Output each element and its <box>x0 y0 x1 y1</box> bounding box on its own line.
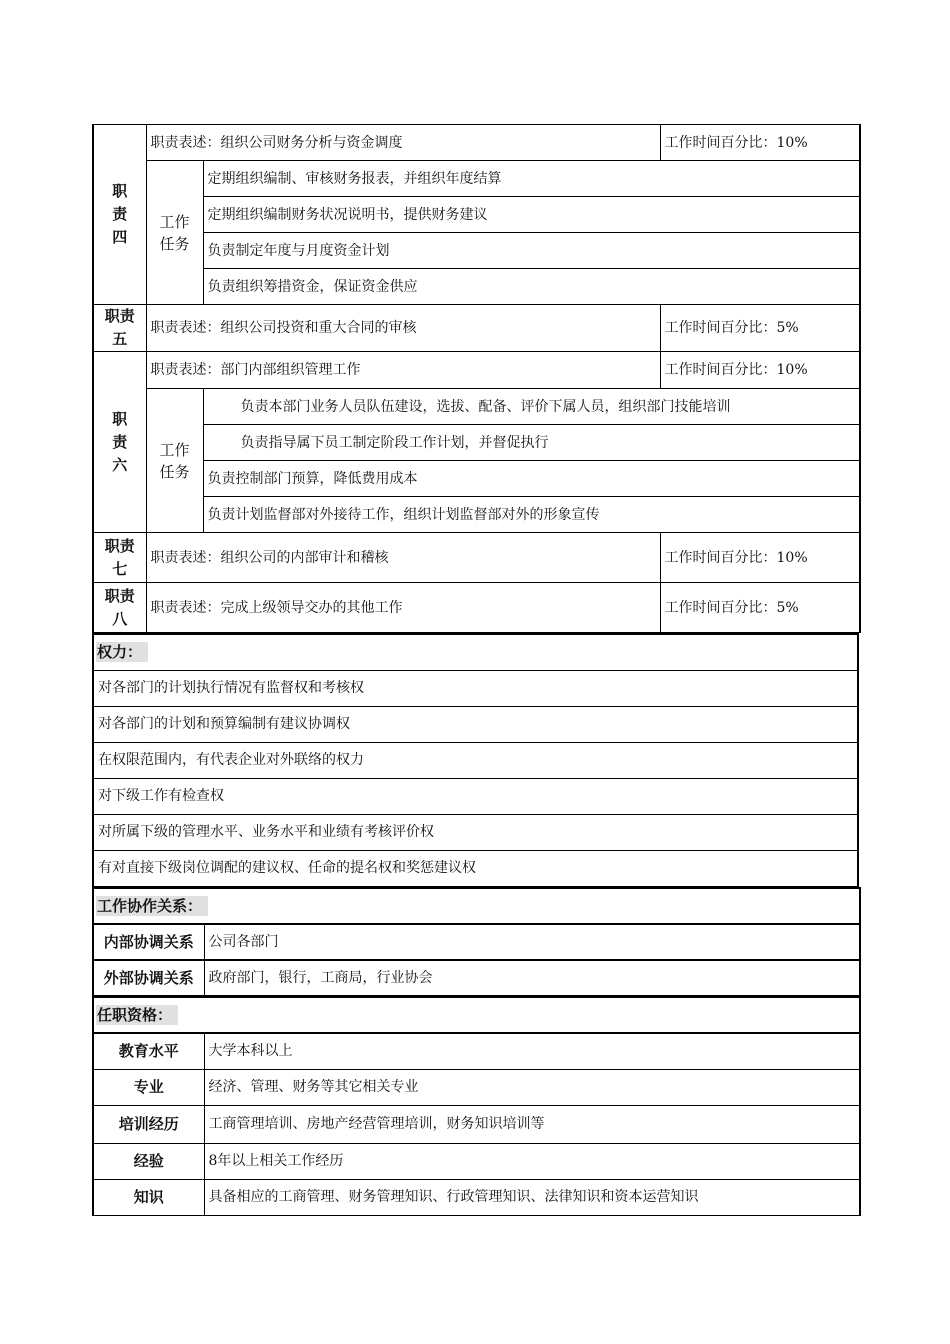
duty-4-task-label: 工作 任务 <box>146 161 203 305</box>
task-row <box>93 161 860 197</box>
duty-5-row <box>93 305 860 352</box>
task-row <box>93 425 860 461</box>
qualification-header-row <box>93 997 860 1033</box>
duty-6-task-4: 负责计划监督部对外接待工作，组织计划监督部对外的形象宣传 <box>203 497 860 533</box>
duty-8-statement: 职责表述：完成上级领导交办的其他工作 <box>146 583 660 633</box>
authority-item-3: 在权限范围内，有代表企业对外联络的权力 <box>93 742 858 778</box>
job-description-document <box>92 124 859 1216</box>
duty-6-time: 工作时间百分比：10% <box>660 352 860 389</box>
cooperation-row <box>93 924 860 960</box>
external-relation-value: 政府部门，银行，工商局，行业协会 <box>204 960 860 996</box>
qualification-section-title: 任职资格： <box>93 997 860 1033</box>
knowledge-value: 具备相应的工商管理、财务管理知识、行政管理知识、法律知识和资本运营知识 <box>204 1179 860 1215</box>
education-label: 教育水平 <box>93 1033 204 1069</box>
duty-6-task-label: 工作 任务 <box>146 389 203 533</box>
authority-item-5: 对所属下级的管理水平、业务水平和业绩有考核评价权 <box>93 814 858 850</box>
duty-5-time: 工作时间百分比：5% <box>660 305 860 352</box>
duty-6-task-1: 负责本部门业务人员队伍建设，选拔、配备、评价下属人员，组织部门技能培训 <box>203 389 860 425</box>
training-value: 工商管理培训、房地产经营管理培训，财务知识培训等 <box>204 1105 860 1143</box>
authority-item <box>93 850 858 886</box>
external-relation-label: 外部协调关系 <box>93 960 204 996</box>
authority-item <box>93 814 858 850</box>
task-row <box>93 461 860 497</box>
cooperation-section-title: 工作协作关系： <box>93 888 860 924</box>
duty-6-statement-row <box>93 352 860 389</box>
duty-5-statement: 职责表述：组织公司投资和重大合同的审核 <box>146 305 660 352</box>
duty-6-task-3: 负责控制部门预算，降低费用成本 <box>203 461 860 497</box>
major-value: 经济、管理、财务等其它相关专业 <box>204 1069 860 1105</box>
authority-table <box>92 633 859 887</box>
authority-item <box>93 706 858 742</box>
authority-item <box>93 670 858 706</box>
education-value: 大学本科以上 <box>204 1033 860 1069</box>
authority-item <box>93 778 858 814</box>
task-row <box>93 269 860 305</box>
duty-6-task-2: 负责指导属下员工制定阶段工作计划，并督促执行 <box>203 425 860 461</box>
duty-8-time: 工作时间百分比：5% <box>660 583 860 633</box>
cooperation-header-row <box>93 888 860 924</box>
experience-value: 8年以上相关工作经历 <box>204 1143 860 1179</box>
duty-4-time: 工作时间百分比：10% <box>660 125 860 161</box>
authority-item-6: 有对直接下级岗位调配的建议权、任命的提名权和奖惩建议权 <box>93 850 858 886</box>
task-row <box>93 497 860 533</box>
internal-relation-label: 内部协调关系 <box>93 924 204 960</box>
duty-8-row <box>93 583 860 633</box>
authority-section-title: 权力： <box>93 634 858 670</box>
duty-4-task-1: 定期组织编制、审核财务报表，并组织年度结算 <box>203 161 860 197</box>
knowledge-label: 知识 <box>93 1179 204 1215</box>
duty-5-label: 职责 五 <box>93 305 146 352</box>
authority-item-4: 对下级工作有检查权 <box>93 778 858 814</box>
cooperation-row <box>93 960 860 996</box>
duty-8-label: 职责 八 <box>93 583 146 633</box>
task-row <box>93 233 860 269</box>
duty-4-statement: 职责表述：组织公司财务分析与资金调度 <box>146 125 660 161</box>
qualification-row <box>93 1105 860 1143</box>
qualification-row <box>93 1069 860 1105</box>
major-label: 专业 <box>93 1069 204 1105</box>
authority-item <box>93 742 858 778</box>
qualification-row <box>93 1143 860 1179</box>
authority-item-2: 对各部门的计划和预算编制有建议协调权 <box>93 706 858 742</box>
qualification-table <box>92 996 861 1216</box>
duty-7-time: 工作时间百分比：10% <box>660 533 860 583</box>
duty-7-row <box>93 533 860 583</box>
duty-4-task-2: 定期组织编制财务状况说明书，提供财务建议 <box>203 197 860 233</box>
cooperation-table <box>92 887 861 997</box>
duty-4-label: 职 责 四 <box>93 125 146 305</box>
task-row <box>93 197 860 233</box>
qualification-row <box>93 1033 860 1069</box>
duties-table <box>92 124 861 633</box>
experience-label: 经验 <box>93 1143 204 1179</box>
duty-7-statement: 职责表述：组织公司的内部审计和稽核 <box>146 533 660 583</box>
task-row <box>93 389 860 425</box>
internal-relation-value: 公司各部门 <box>204 924 860 960</box>
duty-4-statement-row <box>93 125 860 161</box>
duty-4-task-4: 负责组织筹措资金，保证资金供应 <box>203 269 860 305</box>
authority-item-1: 对各部门的计划执行情况有监督权和考核权 <box>93 670 858 706</box>
duty-7-label: 职责 七 <box>93 533 146 583</box>
duty-4-task-3: 负责制定年度与月度资金计划 <box>203 233 860 269</box>
training-label: 培训经历 <box>93 1105 204 1143</box>
qualification-row <box>93 1179 860 1215</box>
duty-6-statement: 职责表述：部门内部组织管理工作 <box>146 352 660 389</box>
authority-header-row <box>93 634 858 670</box>
duty-6-label: 职 责 六 <box>93 352 146 533</box>
